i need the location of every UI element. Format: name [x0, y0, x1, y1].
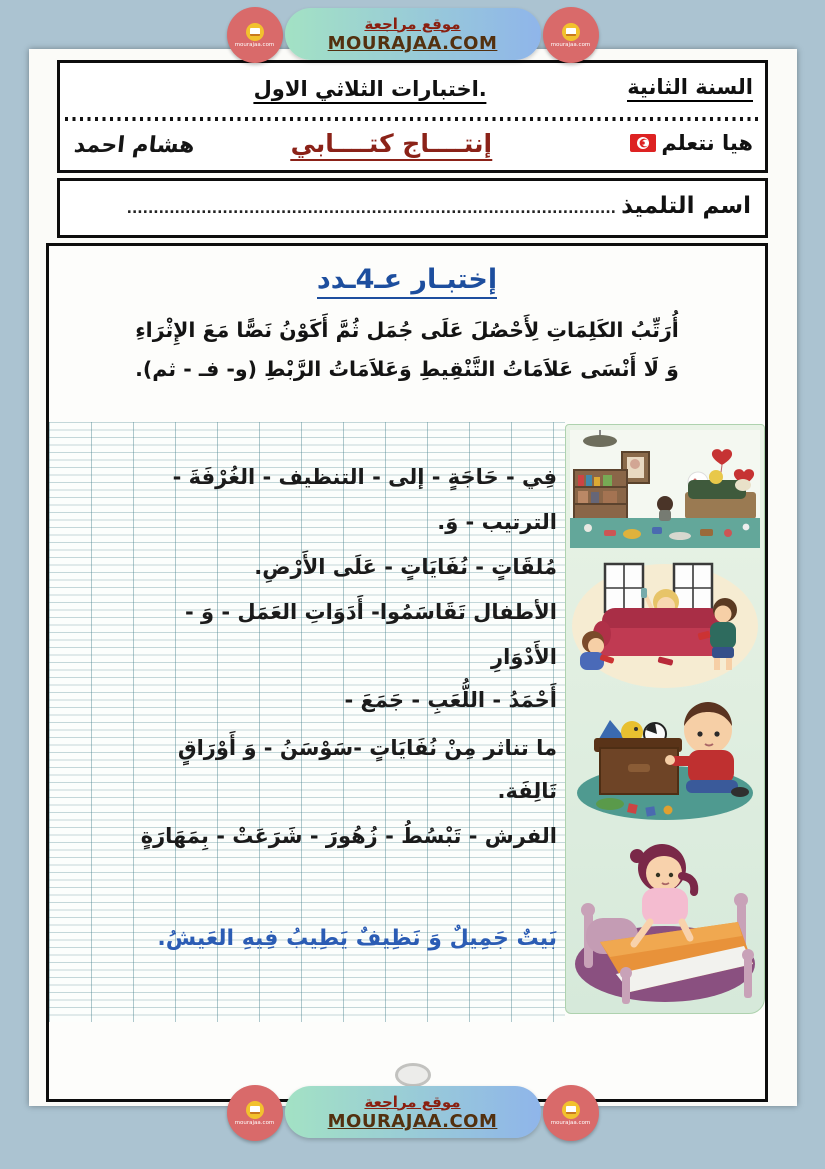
word-line: الفرش - تَبْسُطُ - زُهُورَ - شَرَعَتْ - بِمَهَارَةٍ [140, 824, 557, 848]
header-table [57, 60, 768, 173]
tunisia-flag-icon [630, 134, 656, 152]
word-line: الأَدْوَارِ [491, 645, 557, 669]
instruction-line: أُرَتِّبُ الكَلِمَاتِ لِأَحْصُلَ عَلَى جُمَل ثُمَّ أَكَوْنُ نَصًّا مَعَ الإِثْرَاءِ [135, 318, 679, 342]
site-name-arabic[interactable]: موقع مراجعة [364, 14, 461, 33]
instructions [49, 311, 765, 389]
word-line: الأطفال تَقَاسَمُوا- أَدَوَاتِ العَمَل - وَ - [185, 600, 557, 624]
student-name-row [57, 178, 768, 238]
book-icon [562, 1101, 580, 1119]
site-banner-bottom [227, 1083, 599, 1143]
site-domain-link[interactable]: MOURAJAA.COM [327, 1110, 498, 1132]
slogan-text: هيا نتعلم [661, 131, 753, 155]
closing-sentence: بَيتٌ جَمِيلٌ وَ نَظِيفٌ يَطِيبُ فِيهِ العَيشُ. [157, 926, 557, 951]
badge-caption: mourajaa.com [234, 1119, 275, 1126]
site-logo-badge [543, 1085, 599, 1141]
word-line: أَحْمَدُ - اللُّعَبِ - جَمَعَ - [344, 688, 557, 712]
exams-title: اختبارات الثلاثي الاول. [254, 77, 487, 104]
site-banner-top [227, 5, 599, 65]
badge-caption: mourajaa.com [234, 41, 275, 48]
subject-title: إنتــــاج كتــــابي [291, 129, 492, 161]
site-banner-pill [285, 8, 541, 60]
word-line: فِي - حَاجَةٍ - إلى - التنظيف - الغُرْفَةَ - [172, 465, 557, 489]
site-logo-badge [543, 7, 599, 63]
book-icon [246, 1101, 264, 1119]
student-name-field[interactable]: ............................................................................................ [126, 201, 616, 217]
book-icon [246, 23, 264, 41]
site-logo-badge [227, 1085, 283, 1141]
author-signature: هشام احمد [72, 133, 196, 158]
book-icon [562, 23, 580, 41]
slogan-label [630, 131, 753, 155]
dotted-separator [65, 117, 760, 121]
exercise-box [46, 243, 768, 1102]
illustration-living-room-cleaning [570, 550, 760, 690]
badge-caption: mourajaa.com [550, 1119, 591, 1126]
word-line: مُلقَاتٍ - نُفَايَاتٍ - عَلَى الأَرْضِ. [254, 555, 557, 579]
site-banner-pill [285, 1086, 541, 1138]
site-name-arabic[interactable]: موقع مراجعة [364, 1092, 461, 1111]
test-title: إختبـار عـ4ـدد [317, 264, 497, 299]
grade-label: السنة الثانية [627, 75, 753, 102]
badge-caption: mourajaa.com [550, 41, 591, 48]
word-line: تَالِفَة. [497, 779, 557, 803]
illustration-panel [565, 424, 765, 1014]
illustration-messy-room [570, 430, 760, 548]
illustration-girl-making-bed [570, 826, 760, 1008]
instruction-line: وَ لَا أَنْسَى عَلاَمَاتُ التَّنْقِيطِ وَعَلاَمَاتُ الرَّبْطِ (و- فـ - ثم). [135, 357, 679, 381]
word-line: الترتيب - وَ. [437, 510, 557, 534]
site-domain-link[interactable]: MOURAJAA.COM [327, 32, 498, 54]
word-line: ما تناثر مِنْ نُفَايَاتٍ -سَوْسَنُ - وَ أَوْرَاقٍ [177, 736, 557, 760]
ruled-writing-area [49, 422, 565, 1022]
student-name-label: اسم التلميذ [621, 193, 751, 219]
site-logo-badge [227, 7, 283, 63]
illustration-boy-toy-box [570, 692, 760, 824]
